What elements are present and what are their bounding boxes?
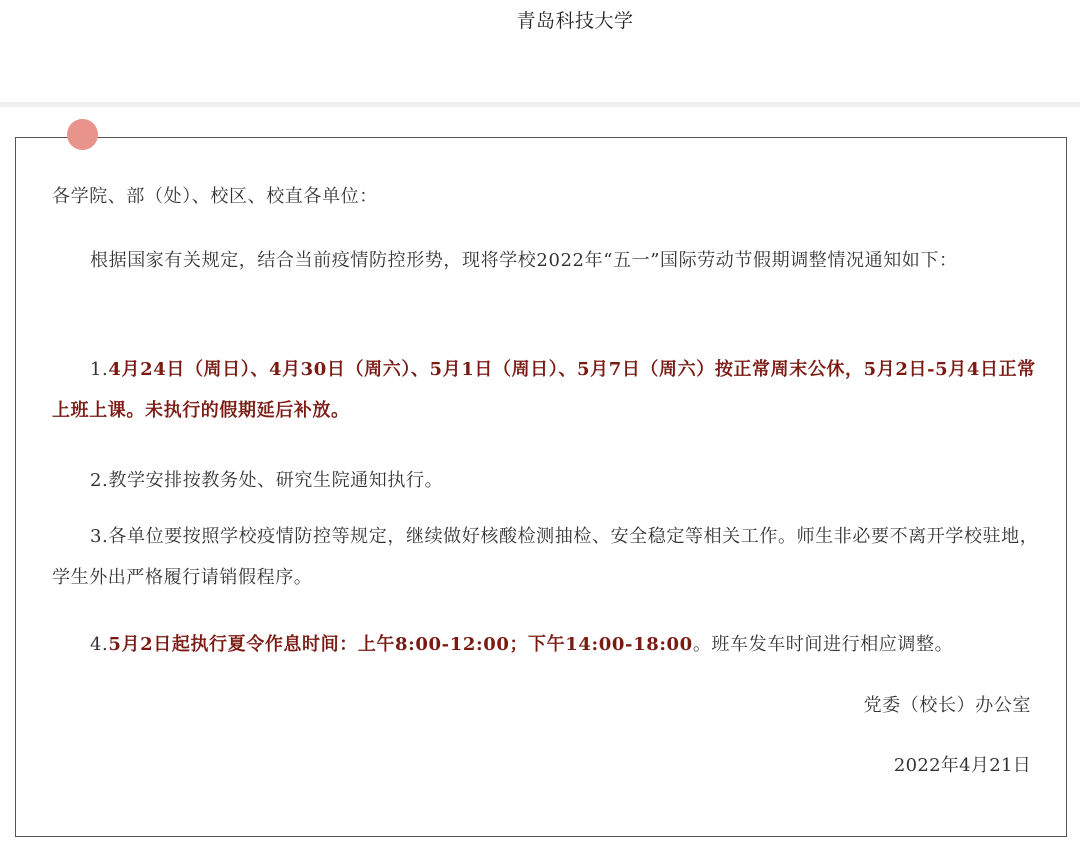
notice-item-3: 3.各单位要按照学校疫情防控等规定，继续做好核酸检测抽检、安全稳定等相关工作。师生非必要不离开学校驻地，学生外出严格履行请销假程序。 (52, 526, 1039, 588)
item-1-emphasis: 4月24日（周日）、4月30日（周六）、5月1日（周日）、5月7日（周六）按正常周末公休，5月2日-5月4日正常上班上课。未执行的假期延后补放。 (52, 359, 1036, 421)
item-4-emphasis: 5月2日起执行夏令作息时间：上午8:00-12:00；下午14:00-18:00 (108, 634, 693, 655)
notice-item-1 (52, 349, 1042, 431)
item-4-suffix: 。班车发车时间进行相应调整。 (692, 634, 954, 655)
notice-date: 2022年4月21日 (893, 755, 1031, 776)
header-title: 青岛科技大学 (516, 10, 634, 32)
notice-item-2: 2.教学安排按教务处、研究生院通知执行。 (90, 470, 444, 491)
item-1-number: 1. (90, 359, 109, 380)
page-header (0, 0, 1080, 102)
notice-signature: 党委（校长）办公室 (863, 695, 1031, 716)
notice-item-4 (52, 620, 1042, 670)
decorative-dot (67, 119, 98, 150)
notice-salutation: 各学院、部（处）、校区、校直各单位： (52, 186, 378, 207)
item-4-number: 4. (90, 634, 109, 655)
notice-intro: 根据国家有关规定，结合当前疫情防控形势，现将学校2022年“五一”国际劳动节假期调整情况通知如下： (90, 250, 958, 271)
header-divider (0, 102, 1080, 107)
